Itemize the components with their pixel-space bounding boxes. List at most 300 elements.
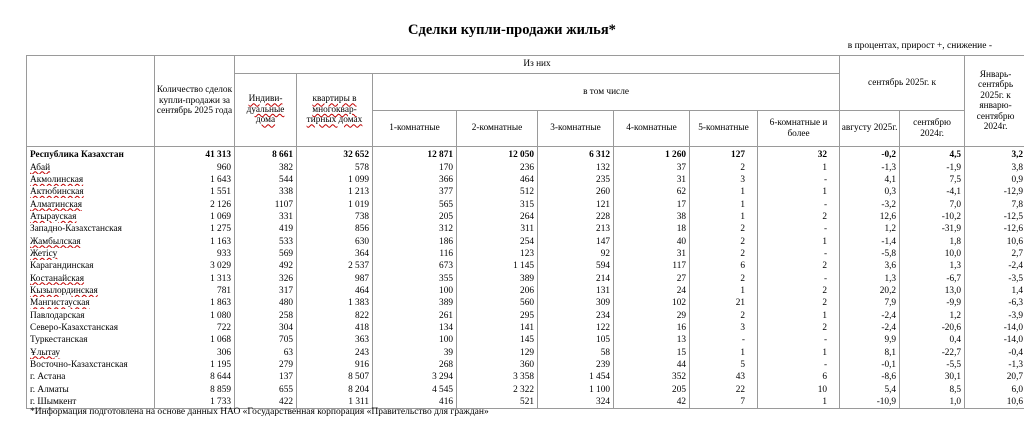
- cell-r2: 464: [457, 174, 538, 186]
- cell-r4: 31: [614, 248, 690, 260]
- cell-r1: 268: [373, 359, 457, 371]
- cell-apt: 1 099: [297, 174, 373, 186]
- cell-r5: 127: [690, 147, 758, 162]
- cell-total: 1 313: [155, 272, 235, 284]
- cell-total: 1 643: [155, 174, 235, 186]
- cell-r2: 3 358: [457, 371, 538, 383]
- cell-name: [27, 198, 155, 210]
- region-name: Туркестанская: [30, 335, 88, 346]
- cell-aug: 7,9: [840, 297, 900, 309]
- cell-sep: -22,7: [900, 347, 965, 359]
- cell-sep: 0,4: [900, 334, 965, 346]
- cell-r1: 186: [373, 235, 457, 247]
- header-r6: 6-комнатные и более: [758, 111, 840, 147]
- cell-r5: 22: [690, 384, 758, 396]
- cell-jan: 3,8: [965, 161, 1024, 173]
- cell-r2: 254: [457, 235, 538, 247]
- cell-total: 2 126: [155, 198, 235, 210]
- cell-total: 8 644: [155, 371, 235, 383]
- cell-apt: 738: [297, 211, 373, 223]
- cell-total: 722: [155, 322, 235, 334]
- header-r2: 2-комнатные: [457, 111, 538, 147]
- cell-sep: -6,7: [900, 272, 965, 284]
- cell-r2: 521: [457, 396, 538, 409]
- cell-total: 933: [155, 248, 235, 260]
- cell-r3: 260: [538, 186, 614, 198]
- cell-r1: 416: [373, 396, 457, 409]
- cell-name: [27, 285, 155, 297]
- header-blank: [27, 56, 155, 147]
- table-row: [27, 174, 1024, 186]
- table-row: [27, 198, 1024, 210]
- cell-aug: -0,1: [840, 359, 900, 371]
- cell-r1: 4 545: [373, 384, 457, 396]
- cell-aug: -1,3: [840, 161, 900, 173]
- table-row: [27, 285, 1024, 297]
- table-row: [27, 248, 1024, 260]
- cell-name: [27, 334, 155, 346]
- cell-apt: 363: [297, 334, 373, 346]
- region-name: Алматинская: [30, 199, 82, 210]
- cell-r2: 12 050: [457, 147, 538, 162]
- cell-apt: 822: [297, 309, 373, 321]
- cell-ind: 544: [235, 174, 297, 186]
- cell-jan: 0,9: [965, 174, 1024, 186]
- cell-ind: 492: [235, 260, 297, 272]
- cell-total: 1 069: [155, 211, 235, 223]
- cell-aug: 3,6: [840, 260, 900, 272]
- cell-r4: 18: [614, 223, 690, 235]
- cell-aug: 5,4: [840, 384, 900, 396]
- cell-r1: 205: [373, 211, 457, 223]
- header-r3: 3-комнатные: [538, 111, 614, 147]
- cell-apt: 243: [297, 347, 373, 359]
- cell-sep: 1,0: [900, 396, 965, 409]
- cell-r4: 27: [614, 272, 690, 284]
- table-row: [27, 211, 1024, 223]
- cell-apt: 32 652: [297, 147, 373, 162]
- cell-jan: 1,4: [965, 285, 1024, 297]
- table-row: [27, 359, 1024, 371]
- cell-r5: 2: [690, 309, 758, 321]
- cell-r4: 37: [614, 161, 690, 173]
- cell-apt: 8 204: [297, 384, 373, 396]
- cell-r6: 2: [758, 260, 840, 272]
- cell-sep: 1,3: [900, 260, 965, 272]
- cell-aug: -3,2: [840, 198, 900, 210]
- cell-r6: -: [758, 334, 840, 346]
- cell-aug: -0,2: [840, 147, 900, 162]
- cell-apt: 1 311: [297, 396, 373, 409]
- cell-r1: 12 871: [373, 147, 457, 162]
- cell-ind: 422: [235, 396, 297, 409]
- cell-jan: 10,6: [965, 235, 1024, 247]
- region-name: Мангистауская: [30, 298, 90, 309]
- cell-r6: -: [758, 223, 840, 235]
- cell-total: 960: [155, 161, 235, 173]
- cell-r6: 1: [758, 309, 840, 321]
- region-name: Атырауская: [30, 211, 77, 222]
- cell-sep: 8,5: [900, 384, 965, 396]
- cell-ind: 533: [235, 235, 297, 247]
- cell-jan: -3,5: [965, 272, 1024, 284]
- cell-sep: 7,5: [900, 174, 965, 186]
- cell-name: [27, 384, 155, 396]
- table-row: [27, 371, 1024, 383]
- header-count: Количество сделок купли-продажи за сентябрь 2025 года: [155, 56, 235, 147]
- cell-total: 1 195: [155, 359, 235, 371]
- cell-r5: 6: [690, 260, 758, 272]
- header-of-which: Из них: [235, 56, 840, 74]
- cell-r4: 17: [614, 198, 690, 210]
- cell-aug: -10,9: [840, 396, 900, 409]
- table-row: [27, 309, 1024, 321]
- cell-total: 306: [155, 347, 235, 359]
- cell-total: 1 863: [155, 297, 235, 309]
- cell-r5: 1: [690, 347, 758, 359]
- region-name: Абай: [30, 162, 51, 173]
- cell-sep: -31,9: [900, 223, 965, 235]
- cell-r4: 117: [614, 260, 690, 272]
- cell-r6: 2: [758, 211, 840, 223]
- cell-r5: 2: [690, 272, 758, 284]
- cell-name: [27, 359, 155, 371]
- cell-name: [27, 174, 155, 186]
- header-aug: августу 2025г.: [840, 111, 900, 147]
- cell-apt: 418: [297, 322, 373, 334]
- cell-r6: -: [758, 198, 840, 210]
- cell-r4: 24: [614, 285, 690, 297]
- cell-r3: 147: [538, 235, 614, 247]
- cell-total: 781: [155, 285, 235, 297]
- cell-name: [27, 186, 155, 198]
- cell-r3: 214: [538, 272, 614, 284]
- cell-r4: 29: [614, 309, 690, 321]
- cell-apt: 464: [297, 285, 373, 297]
- cell-jan: 7,8: [965, 198, 1024, 210]
- table-row: [27, 186, 1024, 198]
- cell-r5: 21: [690, 297, 758, 309]
- table-row: [27, 235, 1024, 247]
- cell-r6: 10: [758, 384, 840, 396]
- cell-r2: 1 145: [457, 260, 538, 272]
- cell-r3: 122: [538, 322, 614, 334]
- cell-sep: -4,1: [900, 186, 965, 198]
- cell-name: [27, 223, 155, 235]
- cell-name: [27, 309, 155, 321]
- cell-ind: 8 661: [235, 147, 297, 162]
- cell-r6: -: [758, 248, 840, 260]
- cell-name: [27, 322, 155, 334]
- cell-r4: 40: [614, 235, 690, 247]
- cell-r3: 235: [538, 174, 614, 186]
- cell-jan: -1,3: [965, 359, 1024, 371]
- cell-ind: 419: [235, 223, 297, 235]
- region-name: Ұлытау: [30, 347, 61, 358]
- cell-r2: 315: [457, 198, 538, 210]
- cell-sep: -20,6: [900, 322, 965, 334]
- cell-aug: -8,6: [840, 371, 900, 383]
- cell-r4: 15: [614, 347, 690, 359]
- region-name: Павлодарская: [30, 310, 85, 321]
- cell-aug: 0,3: [840, 186, 900, 198]
- cell-r2: 264: [457, 211, 538, 223]
- cell-total: 1 068: [155, 334, 235, 346]
- header-janfeb: Январь-сентябрь 2025г. к январю-сентябрю 2024г.: [965, 56, 1024, 147]
- cell-r4: 1 260: [614, 147, 690, 162]
- cell-aug: -2,4: [840, 309, 900, 321]
- cell-jan: -12,9: [965, 186, 1024, 198]
- table-row: [27, 161, 1024, 173]
- cell-r5: 3: [690, 174, 758, 186]
- region-name: г. Астана: [30, 372, 66, 383]
- cell-total: 1 275: [155, 223, 235, 235]
- cell-aug: 12,6: [840, 211, 900, 223]
- cell-name: [27, 347, 155, 359]
- cell-r3: 213: [538, 223, 614, 235]
- cell-r6: 2: [758, 297, 840, 309]
- cell-r6: 2: [758, 322, 840, 334]
- table-row: [27, 384, 1024, 396]
- cell-jan: -3,9: [965, 309, 1024, 321]
- region-name: г. Шымкент: [30, 397, 77, 408]
- cell-name: [27, 161, 155, 173]
- table-row: [27, 322, 1024, 334]
- cell-ind: 569: [235, 248, 297, 260]
- cell-jan: 20,7: [965, 371, 1024, 383]
- cell-r1: 565: [373, 198, 457, 210]
- header-apartments: квартиры в многоквар-тирных домах: [297, 74, 373, 147]
- cell-r3: 228: [538, 211, 614, 223]
- cell-r2: 129: [457, 347, 538, 359]
- cell-r5: 1: [690, 285, 758, 297]
- header-individual: Индиви-дуальные дома: [235, 74, 297, 147]
- cell-r5: 7: [690, 396, 758, 409]
- cell-r5: -: [690, 334, 758, 346]
- cell-r5: 1: [690, 198, 758, 210]
- cell-ind: 338: [235, 186, 297, 198]
- header-sep: сентябрю 2024г.: [900, 111, 965, 147]
- cell-r4: 44: [614, 359, 690, 371]
- cell-jan: 3,2: [965, 147, 1024, 162]
- cell-aug: 1,3: [840, 272, 900, 284]
- cell-sep: 1,2: [900, 309, 965, 321]
- cell-r3: 105: [538, 334, 614, 346]
- cell-r3: 131: [538, 285, 614, 297]
- footnote: *Информация подготовлена на основе данных НАО «Государственная корпорация «Правительство для граждан»: [30, 407, 489, 417]
- cell-r4: 13: [614, 334, 690, 346]
- cell-ind: 1107: [235, 198, 297, 210]
- region-name: Жетісу: [30, 248, 58, 259]
- cell-r5: 1: [690, 211, 758, 223]
- cell-total: 41 313: [155, 147, 235, 162]
- cell-sep: 30,1: [900, 371, 965, 383]
- cell-ind: 382: [235, 161, 297, 173]
- region-name: Костанайская: [30, 273, 85, 284]
- cell-r6: -: [758, 359, 840, 371]
- cell-apt: 987: [297, 272, 373, 284]
- table-row: [27, 223, 1024, 235]
- cell-name: [27, 211, 155, 223]
- cell-r4: 62: [614, 186, 690, 198]
- cell-r5: 5: [690, 359, 758, 371]
- cell-r5: 2: [690, 161, 758, 173]
- cell-apt: 578: [297, 161, 373, 173]
- cell-jan: -12,5: [965, 211, 1024, 223]
- header-r4: 4-комнатные: [614, 111, 690, 147]
- cell-r3: 239: [538, 359, 614, 371]
- cell-apt: 8 507: [297, 371, 373, 383]
- cell-r5: 2: [690, 223, 758, 235]
- cell-apt: 364: [297, 248, 373, 260]
- units-note: в процентах, прирост +, снижение -: [847, 41, 992, 51]
- cell-r2: 236: [457, 161, 538, 173]
- cell-r1: 134: [373, 322, 457, 334]
- region-name: г. Алматы: [30, 384, 69, 395]
- cell-apt: 630: [297, 235, 373, 247]
- cell-r3: 121: [538, 198, 614, 210]
- cell-sep: 13,0: [900, 285, 965, 297]
- cell-aug: 9,9: [840, 334, 900, 346]
- cell-r1: 116: [373, 248, 457, 260]
- cell-r1: 3 294: [373, 371, 457, 383]
- cell-r6: 32: [758, 147, 840, 162]
- cell-r3: 309: [538, 297, 614, 309]
- cell-jan: 10,6: [965, 396, 1024, 409]
- cell-r4: 42: [614, 396, 690, 409]
- cell-total: 1 733: [155, 396, 235, 409]
- cell-r3: 1 454: [538, 371, 614, 383]
- cell-jan: 2,7: [965, 248, 1024, 260]
- cell-jan: -0,4: [965, 347, 1024, 359]
- table-row: [27, 260, 1024, 272]
- cell-r1: 673: [373, 260, 457, 272]
- page-title: Сделки купли-продажи жилья*: [408, 22, 616, 38]
- cell-apt: 1 213: [297, 186, 373, 198]
- cell-jan: -14,0: [965, 334, 1024, 346]
- cell-ind: 655: [235, 384, 297, 396]
- cell-r5: 2: [690, 235, 758, 247]
- cell-jan: -6,3: [965, 297, 1024, 309]
- cell-ind: 705: [235, 334, 297, 346]
- cell-r2: 206: [457, 285, 538, 297]
- cell-ind: 63: [235, 347, 297, 359]
- cell-aug: 4,1: [840, 174, 900, 186]
- cell-aug: -2,4: [840, 322, 900, 334]
- cell-r5: 1: [690, 186, 758, 198]
- header-r5: 5-комнатные: [690, 111, 758, 147]
- cell-r4: 102: [614, 297, 690, 309]
- cell-r3: 6 312: [538, 147, 614, 162]
- cell-r1: 39: [373, 347, 457, 359]
- cell-name: [27, 272, 155, 284]
- cell-jan: -2,4: [965, 260, 1024, 272]
- cell-r3: 324: [538, 396, 614, 409]
- table-row: [27, 334, 1024, 346]
- cell-jan: -12,6: [965, 223, 1024, 235]
- cell-r3: 1 100: [538, 384, 614, 396]
- cell-apt: 856: [297, 223, 373, 235]
- region-name: Актюбинская: [30, 187, 84, 198]
- table-row: [27, 272, 1024, 284]
- cell-r5: 3: [690, 322, 758, 334]
- cell-r3: 594: [538, 260, 614, 272]
- cell-total: 1 163: [155, 235, 235, 247]
- cell-r6: 1: [758, 235, 840, 247]
- header-r1: 1-комнатные: [373, 111, 457, 147]
- cell-r6: 2: [758, 285, 840, 297]
- cell-sep: 1,8: [900, 235, 965, 247]
- header-including: в том числе: [373, 74, 840, 111]
- table-body: [27, 147, 1024, 409]
- cell-name: [27, 248, 155, 260]
- cell-r2: 560: [457, 297, 538, 309]
- table-row: [27, 347, 1024, 359]
- cell-total: 1 080: [155, 309, 235, 321]
- region-name: Карагандинская: [30, 261, 94, 272]
- cell-ind: 258: [235, 309, 297, 321]
- cell-jan: 6,0: [965, 384, 1024, 396]
- cell-name: [27, 235, 155, 247]
- cell-r6: 1: [758, 347, 840, 359]
- cell-r1: 261: [373, 309, 457, 321]
- cell-r2: 360: [457, 359, 538, 371]
- cell-ind: 137: [235, 371, 297, 383]
- cell-apt: 2 537: [297, 260, 373, 272]
- cell-name: [27, 297, 155, 309]
- cell-r1: 355: [373, 272, 457, 284]
- cell-r2: 141: [457, 322, 538, 334]
- cell-r4: 31: [614, 174, 690, 186]
- cell-aug: 8,1: [840, 347, 900, 359]
- cell-r1: 377: [373, 186, 457, 198]
- cell-r2: 295: [457, 309, 538, 321]
- region-name: Северо-Казахстанская: [30, 322, 118, 333]
- cell-name: [27, 147, 155, 162]
- cell-r4: 205: [614, 384, 690, 396]
- cell-aug: -5,8: [840, 248, 900, 260]
- cell-sep: -10,2: [900, 211, 965, 223]
- cell-r1: 100: [373, 285, 457, 297]
- region-name: Кызылординская: [30, 285, 98, 296]
- cell-sep: -9,9: [900, 297, 965, 309]
- cell-ind: 279: [235, 359, 297, 371]
- cell-sep: -5,5: [900, 359, 965, 371]
- cell-apt: 1 019: [297, 198, 373, 210]
- cell-r5: 43: [690, 371, 758, 383]
- cell-r3: 58: [538, 347, 614, 359]
- cell-r3: 92: [538, 248, 614, 260]
- housing-deals-table: [26, 55, 1024, 409]
- cell-aug: 1,2: [840, 223, 900, 235]
- cell-ind: 326: [235, 272, 297, 284]
- cell-r4: 352: [614, 371, 690, 383]
- cell-r1: 100: [373, 334, 457, 346]
- cell-r3: 234: [538, 309, 614, 321]
- cell-total: 8 859: [155, 384, 235, 396]
- cell-ind: 304: [235, 322, 297, 334]
- cell-apt: 1 383: [297, 297, 373, 309]
- cell-total: 1 551: [155, 186, 235, 198]
- cell-sep: 7,0: [900, 198, 965, 210]
- cell-aug: -1,4: [840, 235, 900, 247]
- cell-apt: 916: [297, 359, 373, 371]
- cell-r4: 38: [614, 211, 690, 223]
- region-name: Жамбылская: [30, 236, 81, 247]
- cell-sep: 4,5: [900, 147, 965, 162]
- cell-r1: 389: [373, 297, 457, 309]
- cell-r6: 6: [758, 371, 840, 383]
